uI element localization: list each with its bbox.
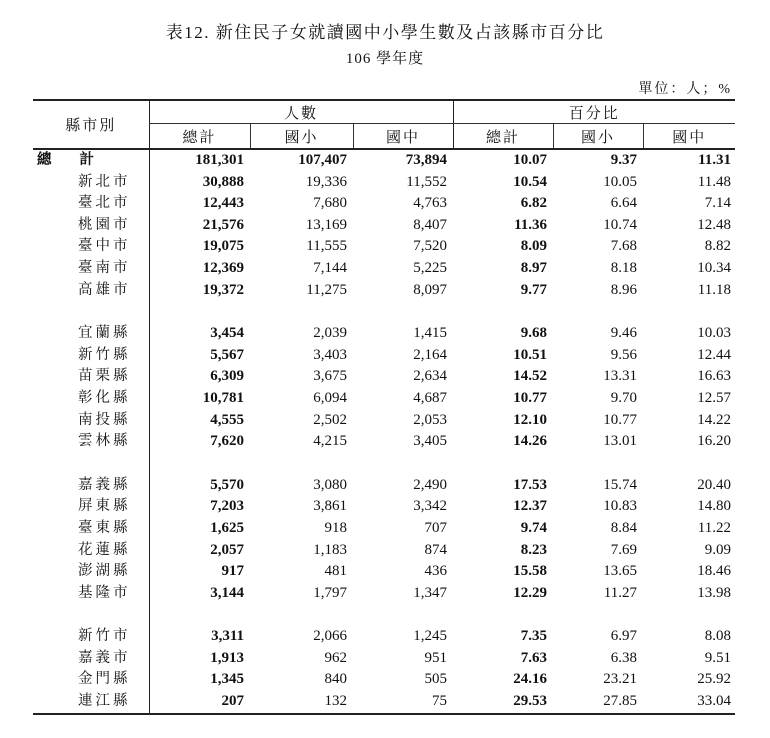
cell-percent-total: 6.82: [520, 195, 547, 212]
cell-percent-elementary: 8.96: [610, 281, 637, 298]
cell-percent-junior: 25.92: [697, 671, 731, 688]
cell-percent-elementary: 23.21: [603, 671, 637, 688]
cell-percent-junior: 11.22: [697, 519, 731, 536]
cell-percent-elementary: 8.84: [610, 519, 637, 536]
cell-percent-total: 7.63: [520, 649, 547, 666]
cell-percent-total: 10.51: [513, 346, 547, 363]
table-row: [33, 388, 735, 410]
cell-count-elementary: 7,144: [313, 259, 347, 276]
cell-percent-junior: 13.98: [697, 584, 731, 601]
cell-percent-junior: 11.48: [697, 173, 731, 190]
cell-percent-junior: 11.18: [697, 281, 731, 298]
cell-percent-junior: 18.46: [697, 563, 731, 580]
column-header-percent-elementary: 國小: [553, 124, 643, 150]
cell-count-junior: 2,490: [413, 476, 447, 493]
cell-count-total: 7,203: [149, 496, 250, 518]
row-label: [33, 149, 149, 172]
spacer-cell: [149, 301, 735, 323]
row-label: 臺南市: [78, 259, 131, 276]
cell-count-total: 3,311: [149, 626, 250, 648]
cell-percent-total: 14.26: [513, 433, 547, 450]
cell-count-junior: 7,520: [413, 238, 447, 255]
cell-percent-junior: 8.08: [704, 628, 731, 645]
row-label: 南投縣: [78, 411, 131, 428]
cell-count-junior: 4,763: [413, 195, 447, 212]
table-row: [33, 345, 735, 367]
cell-percent-total: 14.52: [513, 368, 547, 385]
row-label: 澎湖縣: [78, 563, 131, 580]
group-header-count: 人數: [149, 100, 453, 124]
cell-percent-elementary: 7.69: [610, 541, 637, 558]
table-row: [33, 475, 735, 497]
cell-count-junior: 1,245: [413, 628, 447, 645]
cell-percent-elementary: 13.01: [603, 433, 637, 450]
row-label: 連江縣: [33, 691, 149, 714]
group-spacer: [33, 301, 735, 323]
cell-percent-elementary: 10.74: [603, 216, 637, 233]
cell-percent-total: 17.53: [513, 476, 547, 493]
table-row: [33, 583, 735, 605]
row-label-part: 計: [79, 152, 94, 168]
cell-count-total: 19,075: [149, 236, 250, 258]
column-header-count-total: 總計: [149, 124, 250, 150]
cell-count-total: 21,576: [149, 215, 250, 237]
cell-count-elementary: 2,502: [313, 411, 347, 428]
cell-count-total: 12,369: [149, 258, 250, 280]
cell-count-junior: 11,552: [406, 173, 447, 190]
cell-percent-elementary: 13.31: [603, 368, 637, 385]
cell-percent-elementary: 9.46: [610, 325, 637, 342]
cell-percent-elementary: 11.27: [603, 584, 637, 601]
cell-percent-junior: 8.82: [704, 238, 731, 255]
cell-percent-elementary: 15.74: [603, 476, 637, 493]
column-header-count-elementary: 國小: [250, 124, 353, 150]
cell-count-total: 181,301: [149, 149, 250, 172]
row-label: 新竹縣: [78, 346, 131, 363]
cell-percent-total: 24.16: [513, 671, 547, 688]
students-table: [33, 99, 735, 715]
table-row: [33, 496, 735, 518]
cell-percent-junior: 20.40: [697, 476, 731, 493]
cell-percent-junior: 7.14: [704, 195, 731, 212]
cell-count-junior: 505: [424, 671, 447, 688]
cell-count-total: 2,057: [149, 540, 250, 562]
cell-count-elementary: 840: [324, 671, 347, 688]
column-header-percent-total: 總計: [453, 124, 553, 150]
row-label: 花蓮縣: [78, 541, 131, 558]
column-header-county: 縣市別: [33, 100, 149, 149]
spacer-cell: [33, 604, 149, 626]
cell-percent-total: 8.09: [520, 238, 547, 255]
cell-count-junior: 75: [353, 691, 453, 714]
cell-percent-total: 29.53: [453, 691, 553, 714]
cell-percent-elementary: 7.68: [610, 238, 637, 255]
cell-count-elementary: 132: [250, 691, 353, 714]
group-spacer: [33, 604, 735, 626]
table-row: [33, 366, 735, 388]
table-row: [33, 280, 735, 302]
row-label: 宜蘭縣: [78, 325, 131, 342]
cell-count-total: 1,913: [149, 648, 250, 670]
table-row: [33, 626, 735, 648]
cell-count-junior: 2,053: [413, 411, 447, 428]
cell-count-elementary: 13,169: [305, 216, 347, 233]
cell-count-junior: 73,894: [405, 152, 447, 168]
cell-percent-elementary: 10.77: [603, 411, 637, 428]
cell-percent-junior: 12.57: [697, 389, 731, 406]
cell-percent-total: 11.36: [514, 216, 547, 233]
group-header-percent: 百分比: [453, 100, 735, 124]
cell-count-elementary: 2,066: [313, 628, 347, 645]
cell-count-total: 30,888: [149, 172, 250, 194]
cell-count-total: 5,570: [149, 475, 250, 497]
cell-count-junior: 3,405: [413, 433, 447, 450]
row-label: 臺北市: [78, 195, 131, 212]
table-row: [33, 669, 735, 691]
cell-count-junior: 707: [424, 519, 447, 536]
cell-percent-total: 10.77: [513, 389, 547, 406]
cell-percent-elementary: 10.05: [603, 173, 637, 190]
cell-count-junior: 436: [424, 563, 447, 580]
row-label: 高雄市: [78, 281, 131, 298]
cell-count-junior: 2,164: [413, 346, 447, 363]
table-row: [33, 258, 735, 280]
row-label-part: 總: [37, 152, 52, 168]
cell-count-junior: 8,097: [413, 281, 447, 298]
cell-percent-total: 9.68: [520, 325, 547, 342]
cell-count-elementary: 1,797: [313, 584, 347, 601]
cell-percent-elementary: 13.65: [603, 563, 637, 580]
cell-count-junior: 951: [424, 649, 447, 666]
cell-count-junior: 1,347: [413, 584, 447, 601]
row-label: 苗栗縣: [78, 368, 131, 385]
row-label: 嘉義市: [78, 649, 131, 666]
cell-count-junior: 3,342: [413, 498, 447, 515]
table-row: [33, 172, 735, 194]
cell-percent-total: 12.29: [513, 584, 547, 601]
cell-count-elementary: 19,336: [305, 173, 347, 190]
cell-count-junior: 1,415: [413, 325, 447, 342]
cell-count-total: 12,443: [149, 193, 250, 215]
cell-count-elementary: 11,275: [306, 281, 347, 298]
row-label: 雲林縣: [78, 433, 131, 450]
cell-percent-junior: 14.80: [697, 498, 731, 515]
cell-count-elementary: 7,680: [313, 195, 347, 212]
row-label: 嘉義縣: [78, 476, 131, 493]
table-row: [33, 431, 735, 453]
cell-percent-total: 12.10: [513, 411, 547, 428]
row-label: 新竹市: [78, 628, 131, 645]
table-title: 表12. 新住民子女就讀國中小學生數及占該縣市百分比: [165, 23, 605, 42]
cell-count-total: 10,781: [149, 388, 250, 410]
total-row: [33, 149, 735, 172]
cell-percent-junior: 9.51: [704, 649, 731, 666]
cell-percent-total: 12.37: [513, 498, 547, 515]
row-label: 基隆市: [78, 584, 131, 601]
cell-count-elementary: 918: [324, 519, 347, 536]
cell-percent-junior: 16.63: [697, 368, 731, 385]
cell-percent-elementary: 6.97: [610, 628, 637, 645]
cell-percent-total: 10.07: [513, 152, 547, 168]
cell-count-total: 7,620: [149, 431, 250, 453]
table-row: [33, 410, 735, 432]
school-year-subtitle: 106 學年度: [345, 51, 425, 67]
spacer-cell: [149, 604, 735, 626]
cell-count-total: 19,372: [149, 280, 250, 302]
cell-percent-elementary: 6.38: [610, 649, 637, 666]
row-label: 桃園市: [78, 216, 131, 233]
cell-count-total: 3,144: [149, 583, 250, 605]
cell-count-elementary: 4,215: [313, 433, 347, 450]
table-row: [33, 215, 735, 237]
cell-percent-elementary: 9.70: [610, 389, 637, 406]
cell-percent-total: 7.35: [520, 628, 547, 645]
unit-label: 單位：人；%: [638, 82, 732, 97]
cell-count-elementary: 11,555: [306, 238, 347, 255]
cell-percent-elementary: 10.83: [603, 498, 637, 515]
table-row: [33, 691, 735, 714]
cell-count-total: 1,345: [149, 669, 250, 691]
cell-percent-total: 10.54: [513, 173, 547, 190]
column-header-percent-junior: 國中: [643, 124, 735, 150]
cell-count-elementary: 481: [324, 563, 347, 580]
table-row: [33, 323, 735, 345]
row-label: 彰化縣: [78, 389, 131, 406]
spacer-cell: [33, 301, 149, 323]
cell-count-junior: 4,687: [413, 389, 447, 406]
table-row: [33, 236, 735, 258]
cell-count-total: 3,454: [149, 323, 250, 345]
group-spacer: [33, 453, 735, 475]
cell-percent-elementary: 9.56: [610, 346, 637, 363]
row-label: 新北市: [78, 173, 131, 190]
cell-count-junior: 2,634: [413, 368, 447, 385]
table-row: [33, 540, 735, 562]
cell-percent-junior: 9.09: [704, 541, 731, 558]
cell-percent-elementary: 6.64: [610, 195, 637, 212]
cell-count-elementary: 3,675: [313, 368, 347, 385]
row-label: 臺中市: [78, 238, 131, 255]
cell-percent-junior: 12.48: [697, 216, 731, 233]
table-row: [33, 648, 735, 670]
cell-count-elementary: 6,094: [313, 389, 347, 406]
cell-count-junior: 874: [424, 541, 447, 558]
cell-percent-junior: 14.22: [697, 411, 731, 428]
table-row: [33, 561, 735, 583]
cell-count-junior: 5,225: [413, 259, 447, 276]
cell-count-total: 5,567: [149, 345, 250, 367]
row-label: 臺東縣: [78, 519, 131, 536]
cell-percent-junior: 12.44: [697, 346, 731, 363]
column-header-count-junior: 國中: [353, 124, 453, 150]
cell-count-total: 1,625: [149, 518, 250, 540]
cell-count-elementary: 2,039: [313, 325, 347, 342]
cell-count-junior: 8,407: [413, 216, 447, 233]
cell-count-elementary: 3,861: [313, 498, 347, 515]
cell-percent-total: 8.23: [520, 541, 547, 558]
cell-percent-junior: 11.31: [698, 152, 731, 168]
cell-percent-total: 9.77: [520, 281, 547, 298]
cell-count-total: 917: [149, 561, 250, 583]
cell-percent-elementary: 9.37: [610, 152, 637, 168]
table-row: [33, 518, 735, 540]
cell-percent-junior: 10.03: [697, 325, 731, 342]
cell-count-elementary: 3,080: [313, 476, 347, 493]
cell-percent-junior: 16.20: [697, 433, 731, 450]
cell-percent-total: 15.58: [513, 563, 547, 580]
cell-percent-elementary: 8.18: [610, 259, 637, 276]
cell-count-elementary: 107,407: [298, 152, 347, 168]
cell-percent-elementary: 27.85: [553, 691, 643, 714]
cell-count-elementary: 3,403: [313, 346, 347, 363]
row-label: 金門縣: [78, 671, 131, 688]
row-label: 屏東縣: [78, 498, 131, 515]
cell-percent-junior: 10.34: [697, 259, 731, 276]
cell-count-total: 6,309: [149, 366, 250, 388]
spacer-cell: [33, 453, 149, 475]
cell-count-elementary: 962: [324, 649, 347, 666]
cell-percent-total: 9.74: [520, 519, 547, 536]
cell-percent-total: 8.97: [520, 259, 547, 276]
cell-percent-junior: 33.04: [643, 691, 735, 714]
cell-count-total: 4,555: [149, 410, 250, 432]
table-row: [33, 193, 735, 215]
cell-count-elementary: 1,183: [313, 541, 347, 558]
spacer-cell: [149, 453, 735, 475]
cell-count-total: 207: [149, 691, 250, 714]
